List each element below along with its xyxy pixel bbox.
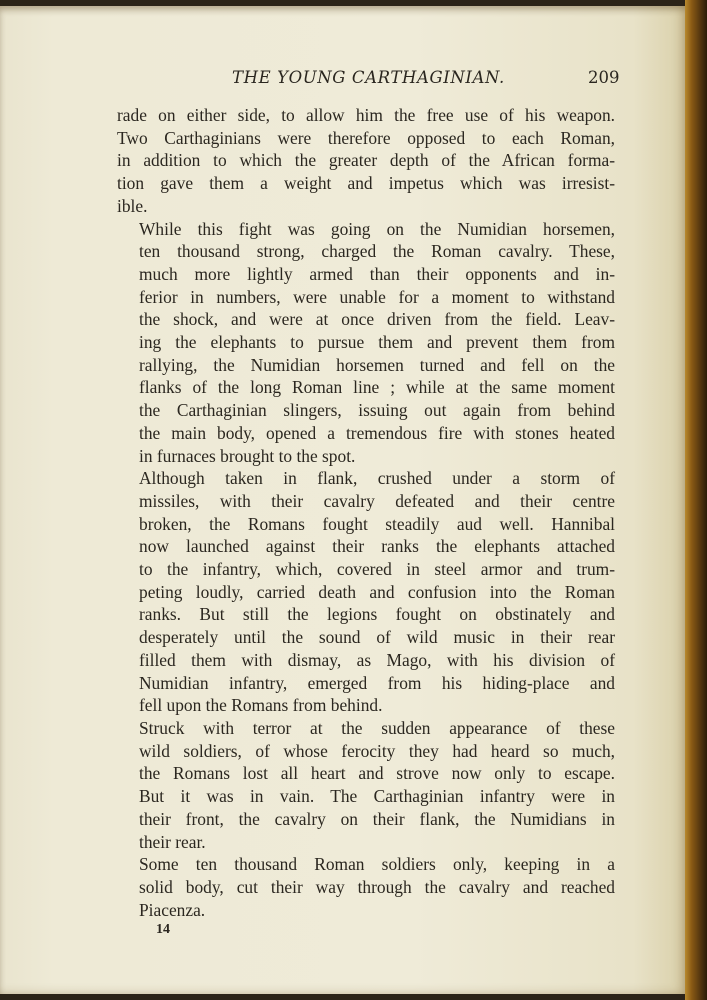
text-line: the Romans lost all heart and strove now only to escape. [139,763,615,784]
text-line: desperately until the sound of wild music in their rear [139,627,615,648]
text-line: the shock, and were at once driven from the field. Leav- [139,309,615,330]
text-line: But it was in vain. The Carthaginian infantry were in [139,786,615,807]
text-line: in furnaces brought to the spot. [139,445,356,466]
running-title: THE YOUNG CARTHAGINIAN. [232,68,505,87]
text-line: ferior in numbers, were unable for a moment to withstand [139,286,615,307]
text-line: Two Carthaginians were therefore opposed to each Roman, [117,127,615,148]
text-line: broken, the Romans fought steadily aud well. Hannibal [139,513,615,534]
body-text [117,104,615,921]
book-spine-edge [685,0,707,1000]
text-line: the Carthaginian slingers, issuing out again from behind [139,400,615,421]
paragraph [117,218,615,468]
text-line: missiles, with their cavalry defeated and their centre [139,490,615,511]
paragraph [117,853,615,921]
text-line: now launched against their ranks the elephants attached [139,536,615,557]
text-line: Piacenza. [139,899,206,920]
signature-mark: 14 [156,922,170,937]
text-line: ible. [117,195,148,216]
text-line: ing the elephants to pursue them and prevent them from [139,332,615,353]
text-line: Although taken in flank, crushed under a storm of [139,468,615,489]
text-line: rallying, the Numidian horsemen turned and fell on the [139,354,615,375]
paragraph [117,467,615,717]
paragraph [117,104,615,218]
text-line: tion gave them a weight and impetus which was irresist- [117,173,615,194]
paragraph [117,717,615,853]
text-line: much more lightly armed than their opponents and in- [139,263,615,284]
text-line: fell upon the Romans from behind. [139,695,383,716]
page-number: 209 [588,68,620,87]
text-line: peting loudly, carried death and confusion into the Roman [139,581,615,602]
text-line: Some ten thousand Roman soldiers only, keeping in a [139,854,615,875]
text-line: to the infantry, which, covered in steel armor and trum- [139,559,615,580]
text-line: solid body, cut their way through the cavalry and reached [139,876,615,897]
text-line: Struck with terror at the sudden appearance of these [139,717,615,738]
text-line: ranks. But still the legions fought on obstinately and [139,604,615,625]
book-page [0,6,688,994]
text-line: their rear. [139,831,206,852]
text-line: ten thousand strong, charged the Roman cavalry. These, [139,241,615,262]
text-line: flanks of the long Roman line ; while at the same moment [139,377,615,398]
text-line: wild soldiers, of whose ferocity they had heard so much, [139,740,615,761]
text-line: While this fight was going on the Numidian horsemen, [139,218,615,239]
text-line: in addition to which the greater depth of the African forma- [117,150,615,171]
text-line: their front, the cavalry on their flank, the Numidians in [139,808,615,829]
text-line: Numidian infantry, emerged from his hiding-place and [139,672,615,693]
text-line: rade on either side, to allow him the free use of his weapon. [117,105,615,125]
text-line: the main body, opened a tremendous fire with stones heated [139,422,615,443]
text-line: filled them with dismay, as Mago, with his division of [139,649,615,670]
